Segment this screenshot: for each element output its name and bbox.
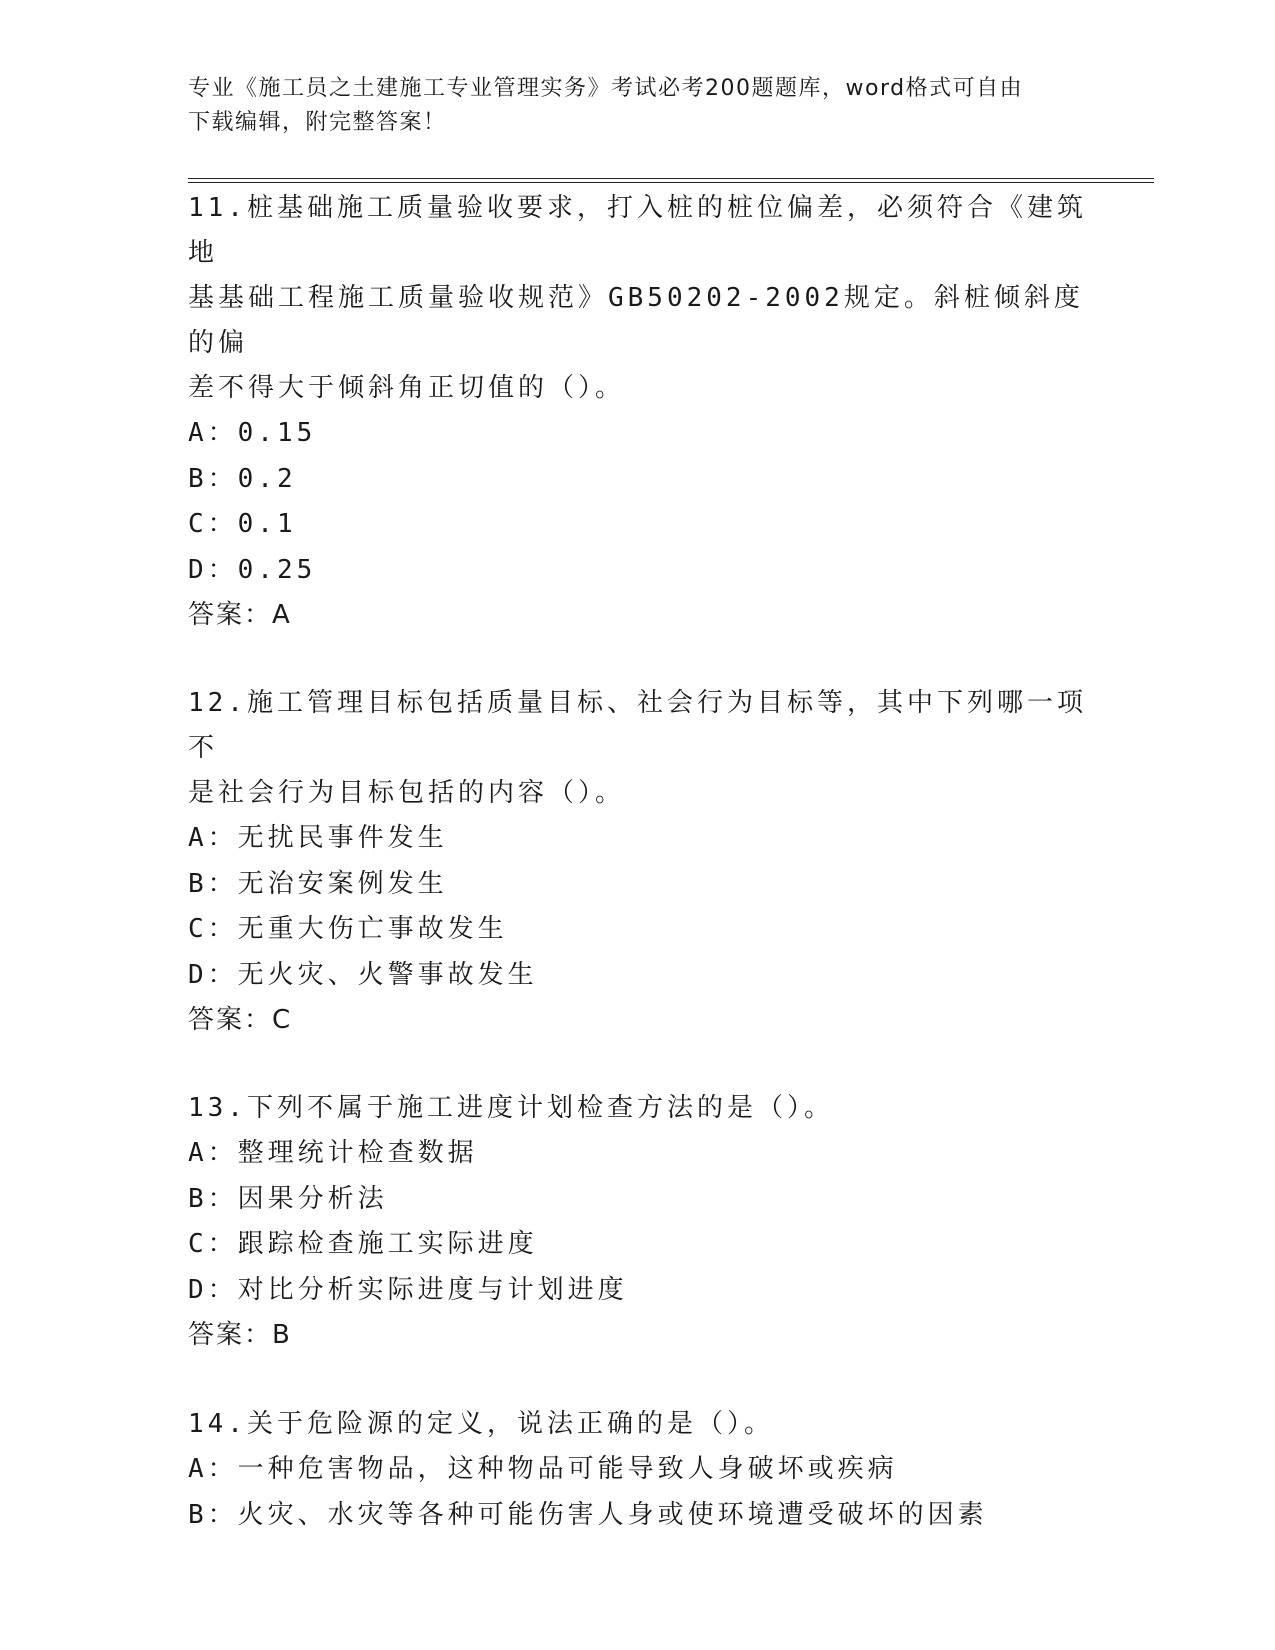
option-b: B：0.2 <box>188 463 297 494</box>
question-13 <box>188 1086 1088 1358</box>
question-11 <box>188 186 1088 638</box>
question-stem-line: 基基础工程施工质量验收规范》GB50202-2002规定。斜桩倾斜度的偏 <box>188 283 1084 358</box>
question-stem-line: 12.施工管理目标包括质量目标、社会行为目标等，其中下列哪一项不 <box>188 688 1087 763</box>
header-divider <box>188 178 1154 183</box>
question-stem-line: 是社会行为目标包括的内容（）。 <box>188 778 626 808</box>
option-a: A：0.15 <box>188 418 317 448</box>
option-b: B：无治安案例发生 <box>188 868 448 899</box>
question-stem-line: 14.关于危险源的定义，说法正确的是（）。 <box>188 1409 774 1439</box>
option-d: D：无火灾、火警事故发生 <box>188 959 538 990</box>
option-d: D：对比分析实际进度与计划进度 <box>188 1274 628 1305</box>
question-14 <box>188 1402 1088 1538</box>
spacer <box>188 1043 1088 1086</box>
question-12 <box>188 681 1088 1043</box>
header-line-2: 下载编辑，附完整答案！ <box>188 110 447 135</box>
option-c: C：跟踪检查施工实际进度 <box>188 1229 538 1259</box>
question-stem-line: 差不得大于倾斜角正切值的（）。 <box>188 373 626 403</box>
answer: 答案：B <box>188 1320 292 1350</box>
option-a: A：整理统计检查数据 <box>188 1138 478 1168</box>
option-b: B：火灾、水灾等各种可能伤害人身或使环境遭受破坏的因素 <box>188 1499 988 1530</box>
option-c: C：0.1 <box>188 509 297 539</box>
spacer <box>188 1358 1088 1402</box>
option-c: C：无重大伤亡事故发生 <box>188 914 508 944</box>
spacer <box>188 638 1088 681</box>
answer: 答案：C <box>188 1005 293 1035</box>
option-d: D：0.25 <box>188 554 317 585</box>
document-header <box>188 72 1068 140</box>
option-a: A：无扰民事件发生 <box>188 823 448 853</box>
question-stem-line: 13.下列不属于施工进度计划检查方法的是（）。 <box>188 1093 834 1123</box>
option-b: B：因果分析法 <box>188 1183 388 1214</box>
option-a: A：一种危害物品，这种物品可能导致人身破坏或疾病 <box>188 1454 898 1484</box>
answer: 答案：A <box>188 600 292 630</box>
header-line-1: 专业《施工员之土建施工专业管理实务》考试必考200题题库，word格式可自由 <box>188 76 1024 101</box>
question-stem-line: 11.桩基础施工质量验收要求，打入桩的桩位偏差，必须符合《建筑地 <box>188 193 1087 268</box>
question-list <box>188 186 1088 1538</box>
